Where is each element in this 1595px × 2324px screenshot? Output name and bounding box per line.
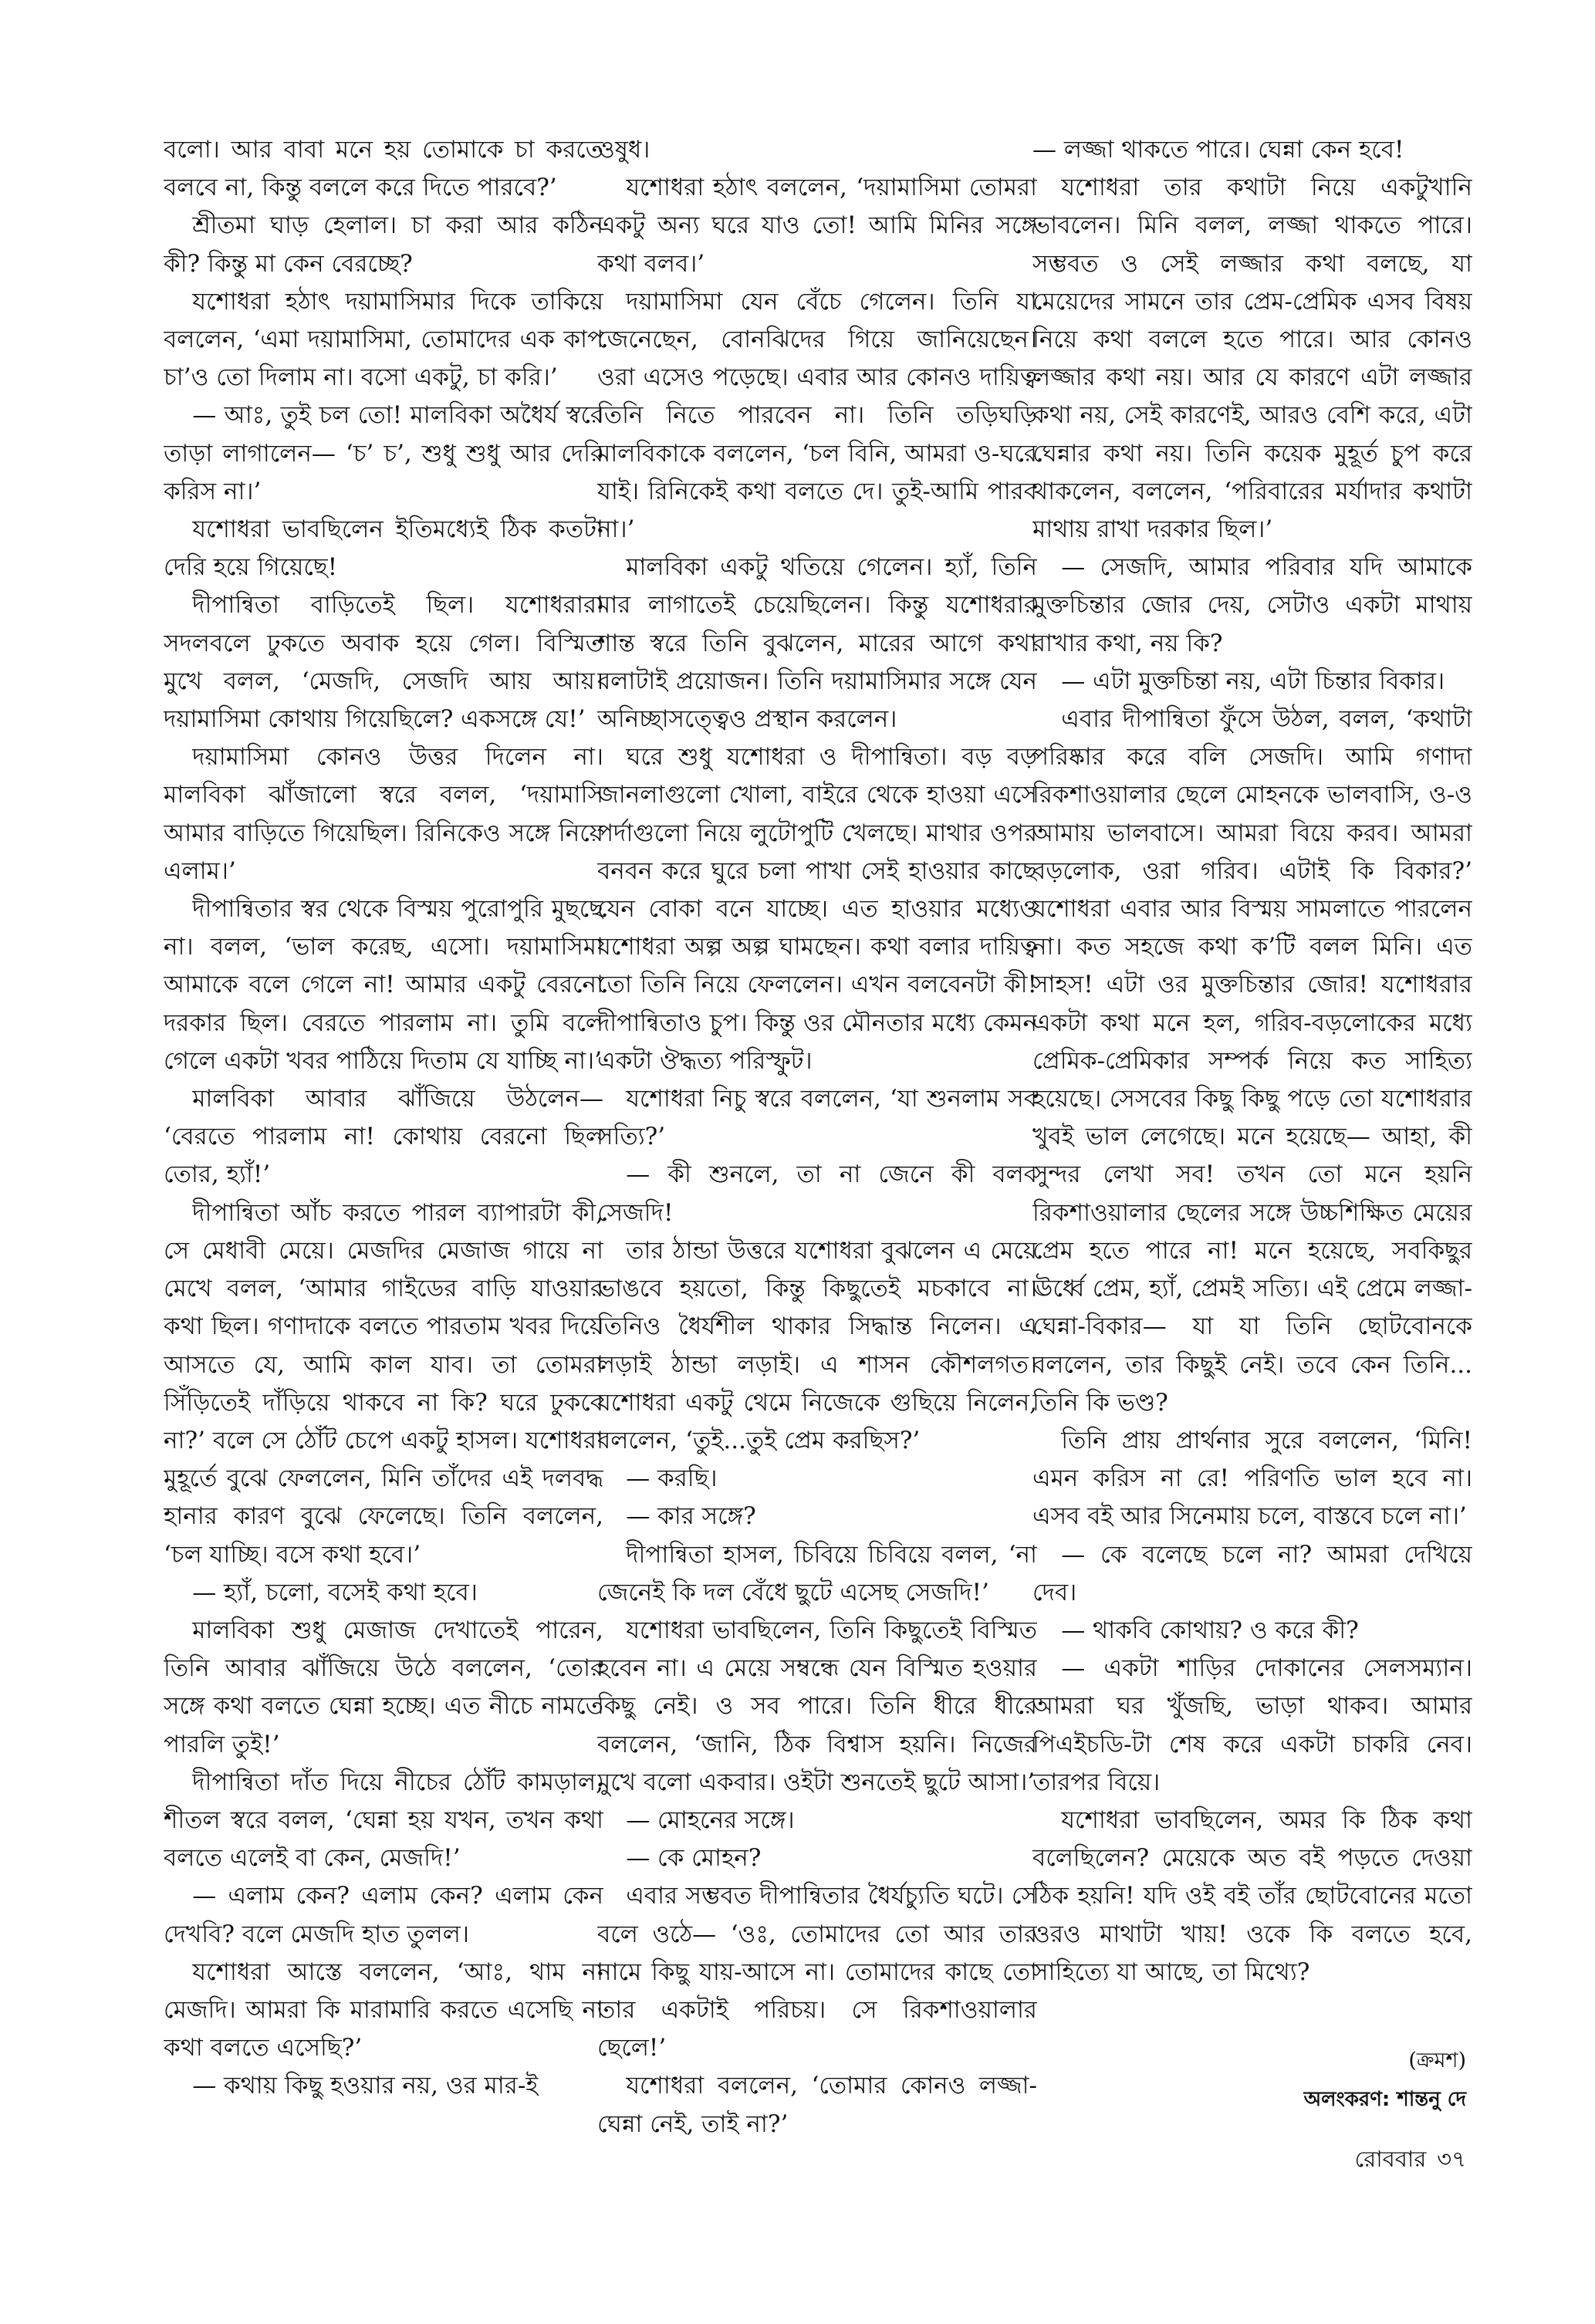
paragraph: তিনি প্রায় প্রার্থনার সুরে বললেন, ‘মিনি! এমন করিস না রে! পরিণতি ভাল হবে না। এসব বই আর সিনেমায় চলে, বাস্তবে চলে না।’: [1032, 1426, 1472, 1531]
text-column-2: [597, 131, 1037, 2168]
continued-label: (ক্রমশ): [1408, 2049, 1466, 2072]
paragraph: তার ঠান্ডা উত্তরে যশোধরা বুঝলেন এ মেয়ে ভাঙবে হয়তো, কিন্তু কিছুতেই মচকাবে না। তিনিও ধৈর্যশীল থাকার সিদ্ধান্ত নিলেন। এ লড়াই ঠান্ডা লড়াই। এ শাসন কৌশলগত। যশোধরা একটু থেমে নিজেকে গুছিয়ে নিলেন, বললেন, ‘তুই...তুই প্রেম করছিস?’: [597, 1236, 1037, 1454]
paragraph: — লজ্জা থাকতে পারে। ঘেন্না কেন হবে!: [1032, 136, 1404, 164]
paragraph: — এলাম কেন? এলাম কেন? এলাম কেন দেখবি? বলে মেজদি হাত তুলল।: [164, 1882, 603, 1948]
paragraph: — এটা মুক্তচিন্তা নয়, এটা চিন্তার বিকার।: [1061, 667, 1445, 695]
paragraph: যশোধরা ভাবছিলেন, অমর কি ঠিক কথা বলেছিলেন? মেয়েকে অত বই পড়তে দেওয়া ঠিক হয়নি! যদি ওই বই তাঁর ছোটবোনের মতো ওরও মাথাটা খায়! ওকে কি বলতে হবে, সাহিত্যে যা আছে, তা মিথ্যে?: [1032, 1805, 1472, 1986]
paragraph: — কী শুনলে, তা না জেনে কী বলব সেজদি!: [597, 1160, 1037, 1227]
paragraph: — আঃ, তুই চল তো! মালবিকা অধৈর্য স্বরে তাড়া লাগালেন— ‘চ’ চ’, শুধু শুধু আর দেরি করিস না।’: [164, 401, 603, 505]
paragraph: দয়ামাসিমা যেন বেঁচে গেলেন। তিনি যা জেনেছেন, বোনঝিদের গিয়ে জানিয়েছেন। ওরা এসেও পড়েছে। এবার আর কোনও দায়িত্ব তিনি নিতে পারবেন না। তিনি তড়িঘড়ি মালবিকাকে বললেন, ‘চল বিনি, আমরা ও-ঘরে যাই। রিনিকেই কথা বলতে দে। তুই-আমি পারব না।’: [597, 287, 1037, 544]
paragraph: — করছি।: [626, 1464, 718, 1493]
paragraph: — মোহনের সঙ্গে।: [626, 1805, 795, 1834]
paragraph: মালবিকা শুধু মেজাজ দেখাতেই পারেন, তিনি আবার ঝাঁজিয়ে উঠে বললেন, ‘তোর সঙ্গে কথা বলতে ঘেন্না হচ্ছে। এত নীচে নামতে পারলি তুই!’: [164, 1616, 603, 1758]
paragraph: — একটা শাড়ির দোকানের সেলসম্যান। আমরা ঘর খুঁজছি, ভাড়া থাকব। আমার পিএইচডি-টা শেষ করে একটা চাকরি নেব। তারপর বিয়ে।: [1032, 1654, 1472, 1796]
text-column-1: [164, 131, 603, 2168]
text-column-3: [1032, 131, 1472, 2037]
paragraph: যশোধরা ভাবছিলেন ইতিমধ্যেই ঠিক কতটা দেরি হয়ে গিয়েছে!: [164, 515, 603, 582]
paragraph: — কার সঙ্গে?: [626, 1502, 756, 1531]
paragraph: — কে বলেছে চলে না? আমরা দেখিয়ে দেব।: [1032, 1540, 1472, 1606]
paragraph: যশোধরা ভাবছিলেন, তিনি কিছুতেই বিস্মিত হবেন না। এ মেয়ে সম্বন্ধে যেন বিস্মিত হওয়ার কিছু নেই। ও সব পারে। তিনি ধীরে ধীরে বললেন, ‘জানি, ঠিক বিশ্বাস হয়নি। নিজের মুখে বলো একবার। ওইটা শুনতেই ছুটে আসা।’: [597, 1616, 1037, 1796]
paragraph: ঘরে শুধু যশোধরা ও দীপান্বিতা। বড় বড় জানলাগুলো খোলা, বাইরে থেকে হাওয়া এসে পর্দাগুলো নিয়ে লুটোপুটি খেলছে। মাথার ওপর বনবন করে ঘুরে চলা পাখা সেই হাওয়ার কাছে যেন বোকা বনে যাচ্ছে। এত হাওয়ার মধ্যেও যশোধরা অল্প অল্প ঘামছেন। কথা বলার দায়িত্ব তো তিনি নিয়ে ফেললেন। এখন বলবেনটা কী! দীপান্বিতাও চুপ। কিন্তু ওর মৌনতার মধ্যে কেমন একটা ঔদ্ধত্য পরিস্ফুট।: [597, 743, 1037, 1075]
paragraph: দীপান্বিতা বাড়িতেই ছিল। যশোধরারা সদলবলে ঢুকতে অবাক হয়ে গেল। বিস্মিত মুখে বলল, ‘মেজদি, সেজদি আয় আয়। দয়ামাসিমা কোথায় গিয়েছিলে? একসঙ্গে যে!’: [164, 591, 603, 734]
paragraph: দীপান্বিতা আঁচ করতে পারল ব্যাপারটা কী, সে মেধাবী মেয়ে। মেজদির মেজাজ গায়ে না মেখে বলল, ‘আমার গাইডের বাড়ি যাওয়ার কথা ছিল। গণাদাকে বলতে পারতাম খবর দিয়ে আসতে যে, আমি কাল যাব। তা তোমরা সিঁড়িতেই দাঁড়িয়ে থাকবে না কি? ঘরে ঢুকবে না?’ বলে সে ঠোঁট চেপে একটু হাসল। যশোধরা মুহূর্তে বুঝে ফেললেন, মিনি তাঁদের এই দলবদ্ধ হানার কারণ বুঝে ফেলেছে। তিনি বললেন, ‘চল যাচ্ছি। বসে কথা হবে।’: [164, 1198, 603, 1569]
paragraph: মালবিকা একটু থতিয়ে গেলেন। হ্যাঁ, তিনি মার লাগাতেই চেয়েছিলেন। কিন্তু যশোধরার শান্ত স্বরে তিনি বুঝলেন, মারের আগে কথা বলাটাই প্রয়োজন। তিনি দয়ামাসিমার সঙ্গে যেন অনিচ্ছাসত্ত্বেও প্রস্থান করলেন।: [597, 553, 1037, 734]
paragraph: দয়ামাসিমা কোনও উত্তর দিলেন না। মালবিকা ঝাঁজালো স্বরে বলল, ‘দয়ামাসি আমার বাড়িতে গিয়েছিল। রিনিকেও সঙ্গে নিয়ে এলাম।’: [164, 743, 603, 885]
paragraph: ওষুধ।: [597, 136, 651, 164]
paragraph: এবার সম্ভবত দীপান্বিতার ধৈর্যচ্যুতি ঘটে। সে বলে ওঠে— ‘ওঃ, তোমাদের তো আর তার নামে কিছু যায়-আসে না। তোমাদের কাছে তো তার একটাই পরিচয়। সে রিকশাওয়ালার ছেলে!’: [597, 1882, 1037, 2062]
paragraph: দীপান্বিতার স্বর থেকে বিস্ময় পুরোপুরি মুছছে না। বলল, ‘ভাল করেছ, এসো। দয়ামাসিমা আমাকে বলে গেলে না! আমার একটু বেরনো দরকার ছিল। বেরতে পারলাম না। তুমি বলে গেলে একটা খবর পাঠিয়ে দিতাম যে যাচ্ছি না।’: [164, 895, 603, 1075]
paragraph: যশোধরা বললেন, ‘তোমার কোনও লজ্জা-ঘেন্না নেই, তাই না?’: [597, 2072, 1037, 2138]
paragraph: যশোধরা নিচু স্বরে বললেন, ‘যা শুনলাম সব সত্যি?’: [597, 1085, 1037, 1151]
paragraph: এবার দীপান্বিতা ফুঁসে উঠল, বলল, ‘কথাটা পরিষ্কার করে বলি সেজদি। আমি গণাদা রিকশাওয়ালার ছেলে মোহনকে ভালবাসি, ও-ও আমায় ভালবাসে। আমরা বিয়ে করব। আমরা বড়লোক, ওরা গরিব। এটাই কি বিকার?’ যশোধরা এবার আর বিস্ময় সামলাতে পারলেন না। কত সহজে কথা ক’টি বলল মিনি। এত সাহস! এটা ওর মুক্তচিন্তার জোর! যশোধরার একটা কথা মনে হল, গরিব-বড়লোকের মধ্যে প্রেমিক-প্রেমিকার সম্পর্ক নিয়ে কত সাহিত্য হয়েছে। সেসবের কিছু কিছু পড়ে তো যশোধরার খুবই ভাল লেগেছে। মনে হয়েছে— আহা, কী সুন্দর লেখা সব! তখন তো মনে হয়নি রিকশাওয়ালার ছেলের সঙ্গে উচ্চশিক্ষিত মেয়ের প্রেম হতে পারে না! মনে হয়েছে, সবকিছুর ঊর্ধ্বে প্রেম, হ্যাঁ, প্রেমই সত্যি। এই প্রেমে লজ্জা-ঘেন্না-বিকার— যা যা তিনি ছোটবোনকে বললেন, তার কিছুই নেই। তবে কেন তিনি... তিনি কি ভণ্ড?: [1032, 705, 1472, 1417]
paragraph: — থাকবি কোথায়? ও করে কী?: [1061, 1616, 1359, 1644]
paragraph: — হ্যাঁ, চলো, বসেই কথা হবে।: [192, 1578, 478, 1606]
paragraph: বলো। আর বাবা মনে হয় তোমাকে চা করতে বলবে না, কিন্তু বললে করে দিতে পারবে?’: [164, 136, 603, 202]
paragraph: — সেজদি, আমার পরিবার যদি আমাকে মুক্তচিন্তার জোর দেয়, সেটাও একটা মাথায় রাখার কথা, নয় কি?: [1032, 553, 1472, 657]
illustration-credit: অলংকরণ: শান্তনু দে: [1303, 2088, 1466, 2111]
paragraph: শ্রীতমা ঘাড় হেলাল। চা করা আর কঠিন কী? কিন্তু মা কেন বেরচ্ছে?: [164, 211, 603, 278]
paragraph: যশোধরা আস্তে বললেন, ‘আঃ, থাম না মেজদি। আমরা কি মারামারি করতে এসেছি না কথা বলতে এসেছি?’: [164, 1957, 603, 2062]
paragraph: — কথায় কিছু হওয়ার নয়, ওর মার-ই: [192, 2072, 539, 2100]
paragraph: যশোধরা হঠাৎ দয়ামাসিমার দিকে তাকিয়ে বললেন, ‘এমা দয়ামাসিমা, তোমাদের এক কাপ চা’ও তো দিলাম না। বসো একটু, চা করি।’: [164, 287, 603, 392]
paragraph: দীপান্বিতা হাসল, চিবিয়ে চিবিয়ে বলল, ‘না জেনেই কি দল বেঁধে ছুটে এসেছ সেজদি!’: [597, 1540, 1037, 1606]
paragraph: দীপান্বিতা দাঁত দিয়ে নীচের ঠোঁট কামড়াল, শীতল স্বরে বলল, ‘ঘেন্না হয় যখন, তখন কথা বলতে এলেই বা কেন, মেজদি!’: [164, 1768, 603, 1873]
page-number: ৩৭: [1437, 2146, 1466, 2172]
publication-name: রোববার: [1354, 2146, 1427, 2172]
page-footer: [1188, 2142, 1466, 2180]
paragraph: যশোধরা তার কথাটা নিয়ে একটুখানি ভাবলেন। মিনি বলল, লজ্জা থাকতে পারে। সম্ভবত ও সেই লজ্জার কথা বলছে, যা মেয়েদের সামনে তার প্রেম-প্রেমিক এসব বিষয় নিয়ে কথা বললে হতে পারে। আর কোনও লজ্জার কথা নয়। আর যে কারণে এটা লজ্জার কথা নয়, সেই কারণেই, আরও বেশি করে, এটা ঘেন্নার কথা নয়। তিনি কয়েক মুহূর্ত চুপ করে থাকলেন, বললেন, ‘পরিবারের মর্যাদার কথাটা মাথায় রাখা দরকার ছিল।’: [1032, 174, 1472, 544]
paragraph: মালবিকা আবার ঝাঁজিয়ে উঠলেন— ‘বেরতে পারলাম না! কোথায় বেরনো ছিল তোর, হ্যাঁ!’: [164, 1085, 603, 1189]
paragraph: — কে মোহন?: [626, 1844, 762, 1873]
paragraph: যশোধরা হঠাৎ বললেন, ‘দয়ামাসিমা তোমরা একটু অন্য ঘরে যাও তো! আমি মিনির সঙ্গে কথা বলব।’: [597, 174, 1037, 278]
